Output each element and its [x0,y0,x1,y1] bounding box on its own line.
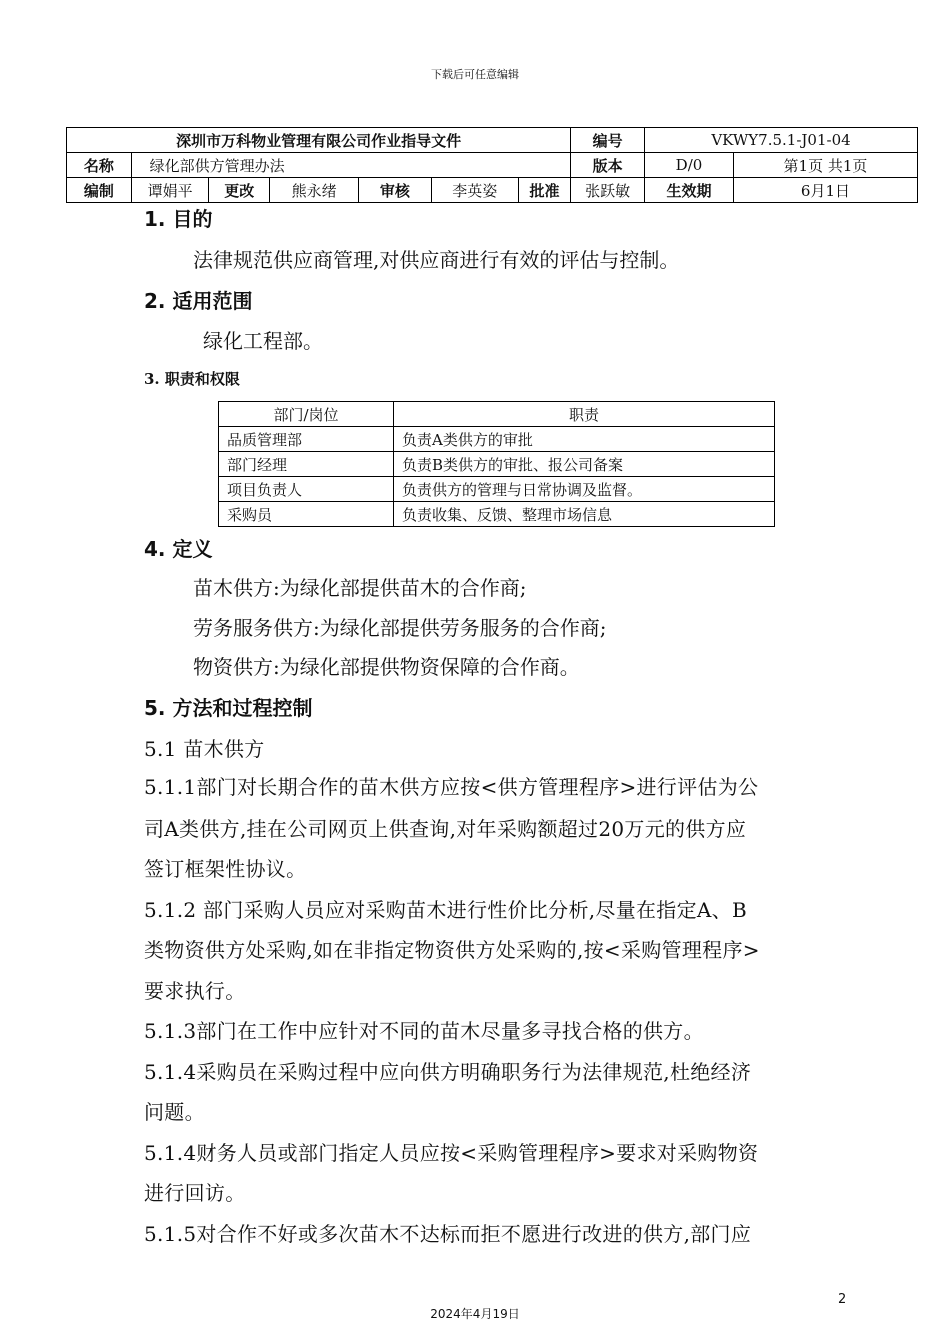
definition-line: 劳务服务供方:为绿化部提供劳务服务的合作商; [193,616,607,640]
responsibility-table [218,401,775,527]
effective-value: 6月1日 [733,178,917,203]
body-line: 问题。 [144,1100,205,1124]
change-label: 更改 [209,178,270,203]
edit-label: 编制 [67,178,132,203]
table-header-row [219,402,775,427]
row-dept: 项目负责人 [219,477,394,502]
definition-line: 苗木供方:为绿化部提供苗木的合作商; [193,576,527,600]
name-label: 名称 [67,153,132,178]
row-dept: 品质管理部 [219,427,394,452]
body-line: 类物资供方处采购,如在非指定物资供方处采购的,按<采购管理程序> [144,938,760,962]
row-dept: 部门经理 [219,452,394,477]
section-5-title: 5. 方法和过程控制 [144,696,313,720]
page-info: 第1页 共1页 [733,153,917,178]
change-value: 熊永绪 [270,178,359,203]
table-row [219,502,775,527]
body-line: 5.1.1部门对长期合作的苗木供方应按<供方管理程序>进行评估为公 [144,775,759,799]
body-line: 进行回访。 [144,1181,246,1205]
version-value: D/0 [645,153,734,178]
section-2-body: 绿化工程部。 [203,329,323,353]
number-label: 编号 [571,128,645,153]
table-row [219,427,775,452]
row-dept: 采购员 [219,502,394,527]
number-value: VKWY7.5.1-J01-04 [645,128,918,153]
document-header-table [66,127,918,203]
review-label: 审核 [359,178,432,203]
approve-value: 张跃敏 [571,178,645,203]
effective-label: 生效期 [645,178,734,203]
version-label: 版本 [571,153,645,178]
body-line: 5.1 苗木供方 [144,737,265,761]
section-4-title: 4. 定义 [144,537,213,561]
section-1-title: 1. 目的 [144,207,213,231]
row-duty: 负责A类供方的审批 [394,427,775,452]
name-value: 绿化部供方管理办法 [131,153,571,178]
body-line: 5.1.4财务人员或部门指定人员应按<采购管理程序>要求对采购物资 [144,1141,759,1165]
row-duty: 负责供方的管理与日常协调及监督。 [394,477,775,502]
review-value: 李英姿 [431,178,518,203]
body-line: 签订框架性协议。 [144,857,307,881]
body-line: 5.1.3部门在工作中应针对不同的苗木尽量多寻找合格的供方。 [144,1019,704,1043]
company-doc-title: 深圳市万科物业管理有限公司作业指导文件 [67,128,571,153]
section-1-body: 法律规范供应商管理,对供应商进行有效的评估与控制。 [193,248,680,272]
edit-value: 谭娟平 [131,178,209,203]
table-row [219,477,775,502]
approve-label: 批准 [518,178,571,203]
body-line: 要求执行。 [144,979,246,1003]
table-row [219,452,775,477]
body-line: 5.1.4采购员在采购过程中应向供方明确职务行为法律规范,杜绝经济 [144,1060,752,1084]
definition-line: 物资供方:为绿化部提供物资保障的合作商。 [193,655,580,679]
row-duty: 负责收集、反馈、整理市场信息 [394,502,775,527]
section-2-title: 2. 适用范围 [144,289,253,313]
footer-date: 2024年4月19日 [430,1307,520,1321]
top-note: 下载后可任意编辑 [431,68,519,81]
page-number: 2 [838,1292,847,1307]
column-header-dept: 部门/岗位 [219,402,394,427]
body-line: 5.1.2 部门采购人员应对采购苗木进行性价比分析,尽量在指定A、B [144,898,747,922]
body-line: 5.1.5对合作不好或多次苗木不达标而拒不愿进行改进的供方,部门应 [144,1222,752,1246]
body-line: 司A类供方,挂在公司网页上供查询,对年采购额超过20万元的供方应 [144,817,747,841]
column-header-duty: 职责 [394,402,775,427]
row-duty: 负责B类供方的审批、报公司备案 [394,452,775,477]
section-3-title: 3. 职责和权限 [144,370,240,388]
